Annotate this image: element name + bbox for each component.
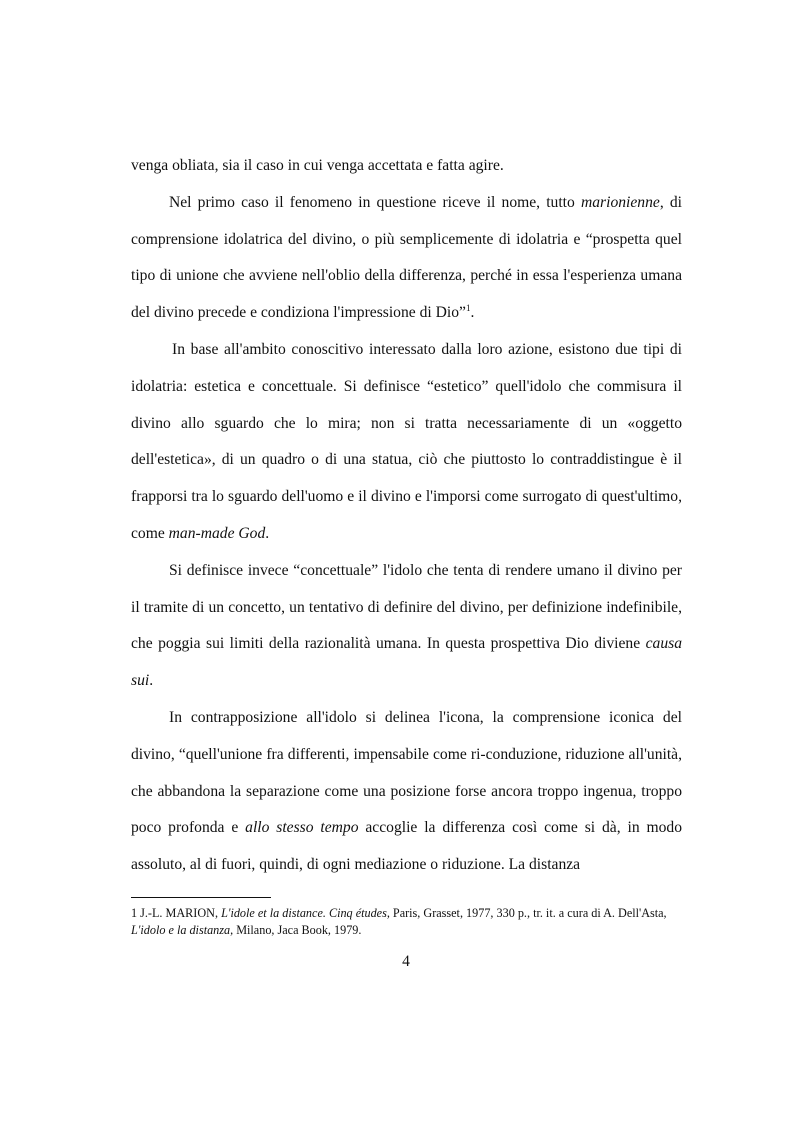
paragraph-text: accoglie la differenza così come si dà, in modo assoluto, al di fuori, quindi, di ogni mediazione o riduzione. La distanza <box>131 819 683 874</box>
paragraph-conceptual-idolatry <box>131 553 682 700</box>
footnote-reference[interactable]: 1 <box>465 303 471 313</box>
footnote-title-italic: L'idole et la distance. Cinq études, <box>221 906 390 920</box>
paragraph-text: . <box>265 524 270 542</box>
paragraph-text: In base all'ambito conoscitivo interessato dalla loro azione, esistono due tipi di idolatria: estetica e concettuale. Si definisce “estetico” quell'idolo che commisura il divino allo sguardo che lo mira; non si tratta necessariamente di un «oggetto dell'estetica», di un quadro o di una statua, ciò che piuttosto lo contraddistingue è il frapporsi tra lo sguardo dell'uomo e il divino e l'imporsi come surrogato di quest'ultimo, come <box>131 340 682 542</box>
paragraph-icon <box>131 700 682 884</box>
footnote-title-italic: L'idolo e la distanza, <box>131 923 234 937</box>
paragraph-continuation <box>131 148 682 185</box>
paragraph-aesthetic-idolatry <box>131 332 682 553</box>
italic-term: allo stesso tempo <box>245 819 359 837</box>
footnote-separator <box>131 897 271 898</box>
paragraph-text: Nel primo caso il fenomeno in questione riceve il nome, tutto <box>169 193 581 211</box>
footnote-text: Paris, Grasset, 1977, 330 p., tr. it. a cura di A. Dell'Asta, <box>389 906 667 920</box>
paragraph-text: . <box>470 304 475 322</box>
paragraph-text: , di comprensione idolatrica del divino, o più semplicemente di idolatria e “prospetta quel tipo di unione che avviene nell'oblio della differenza, perché in essa l'esperienza umana del divino precede e condiziona l'impressione di Dio” <box>131 193 682 322</box>
paragraph-text: Si definisce invece “concettuale” l'idolo che tenta di rendere umano il divino per il tramite di un concetto, un tentativo di definire del divino, per definizione indefinibile, che poggia sui limiti della razionalità umana. In questa prospettiva Dio diviene <box>131 561 682 653</box>
italic-term: marionienne <box>580 193 660 211</box>
paragraph-text: In contrapposizione all'idolo si delinea l'icona, la comprensione iconica del divino, “quell'unione fra differenti, impensabile come ri-conduzione, riduzione all'unità, che abbandona la separazione come una posizione forse ancora troppo ingenua, troppo poco profonda e <box>131 708 682 837</box>
page-number: 4 <box>402 953 410 970</box>
paragraph-text: venga obliata, sia il caso in cui venga accettata e fatta agire. <box>131 157 504 174</box>
footnote-text: Milano, Jaca Book, 1979. <box>233 923 362 937</box>
footnote-text: 1 J.-L. MARION, <box>131 906 222 920</box>
footnote <box>131 905 682 939</box>
paragraph-text: . <box>149 672 154 690</box>
body-text <box>131 148 682 884</box>
italic-term: man-made God <box>168 524 266 542</box>
paragraph-idolatry-definition <box>131 185 682 332</box>
italic-term: causa sui <box>131 635 682 690</box>
